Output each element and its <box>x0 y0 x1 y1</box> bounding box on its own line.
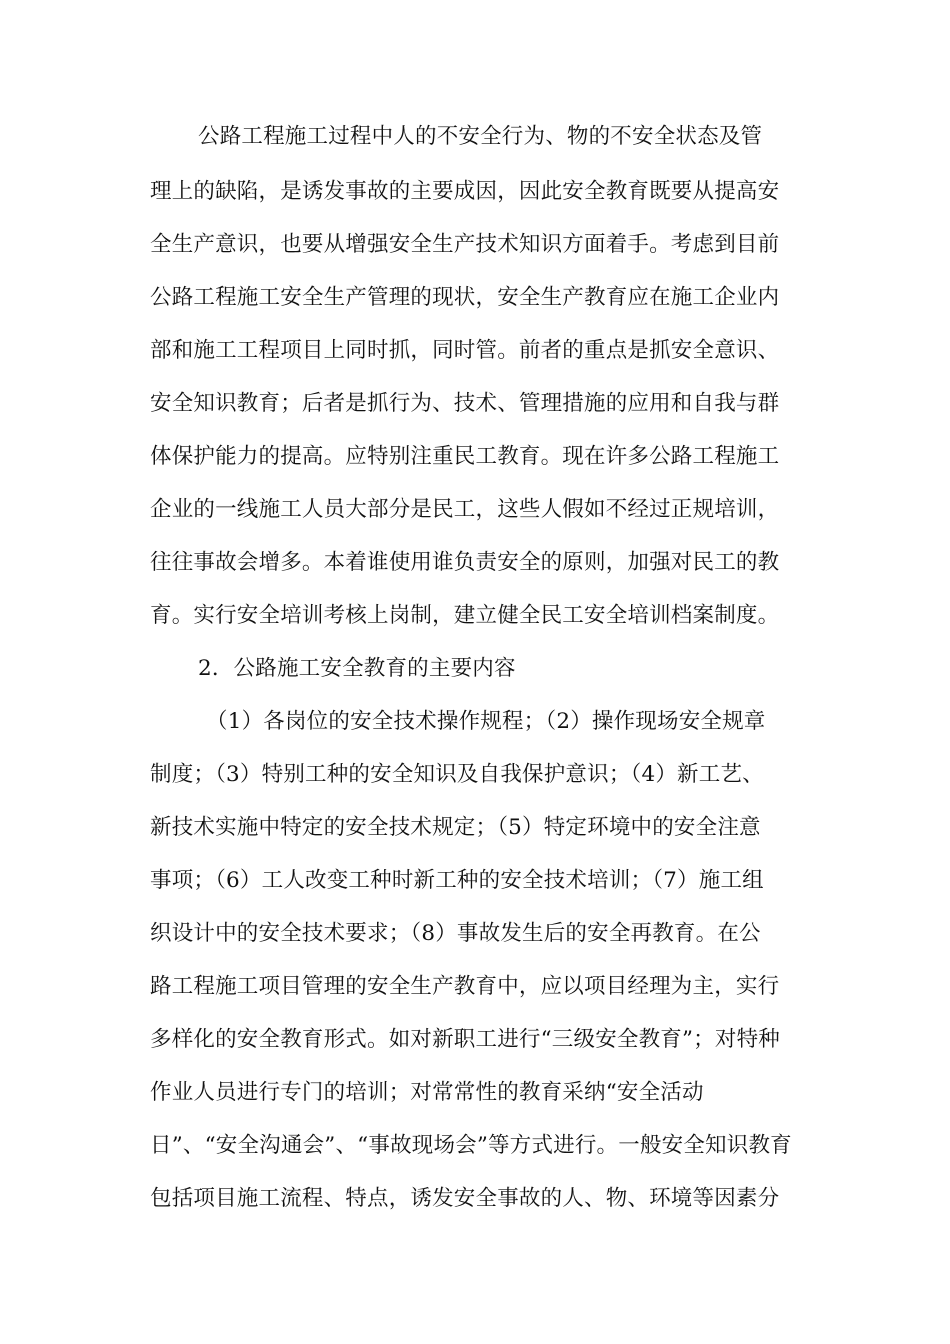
paragraph-1-line-1: 公路工程施工过程中人的不安全行为、物的不安全状态及管 <box>198 124 763 149</box>
paragraph-1-line-3: 全生产意识，也要从增强安全生产技术知识方面着手。考虑到目前 <box>150 232 780 257</box>
paragraph-2-line-4: 事项；（6）工人改变工种时新工种的安全技术培训；（7）施工组 <box>150 868 764 893</box>
paragraph-1-line-7: 体保护能力的提高。应特别注重民工教育。现在许多公路工程施工 <box>150 444 780 469</box>
paragraph-2-line-3: 新技术实施中特定的安全技术规定；（5）特定环境中的安全注意 <box>150 815 761 840</box>
paragraph-2-line-2: 制度；（3）特别工种的安全知识及自我保护意识；（4）新工艺、 <box>150 762 764 787</box>
paragraph-1-line-6: 安全知识教育；后者是抓行为、技术、管理措施的应用和自我与群 <box>150 391 780 416</box>
section-heading: 2．公路施工安全教育的主要内容 <box>198 656 516 681</box>
paragraph-1-line-8: 企业的一线施工人员大部分是民工，这些人假如不经过正规培训， <box>150 497 780 522</box>
paragraph-1-line-5: 部和施工工程项目上同时抓，同时管。前者的重点是抓安全意识、 <box>150 338 780 363</box>
paragraph-1-line-9: 往往事故会增多。本着谁使用谁负责安全的原则，加强对民工的教 <box>150 550 780 575</box>
paragraph-1-line-10: 育。实行安全培训考核上岗制，建立健全民工安全培训档案制度。 <box>150 603 780 628</box>
paragraph-2-line-7: 多样化的安全教育形式。如对新职工进行“三级安全教育”；对特种 <box>150 1027 780 1052</box>
paragraph-2-line-9: 日”、“安全沟通会”、“事故现场会”等方式进行。一般安全知识教育 <box>150 1133 792 1158</box>
paragraph-2-line-1: （1）各岗位的安全技术操作规程；（2）操作现场安全规章 <box>206 709 766 734</box>
paragraph-1-line-4: 公路工程施工安全生产管理的现状，安全生产教育应在施工企业内 <box>150 285 780 310</box>
paragraph-2-line-8: 作业人员进行专门的培训；对常常性的教育采纳“安全活动 <box>150 1080 704 1105</box>
paragraph-2-line-10: 包括项目施工流程、特点，诱发安全事故的人、物、环境等因素分 <box>150 1186 780 1211</box>
paragraph-1-line-2: 理上的缺陷，是诱发事故的主要成因，因此安全教育既要从提高安 <box>150 179 780 204</box>
paragraph-2-line-6: 路工程施工项目管理的安全生产教育中，应以项目经理为主，实行 <box>150 974 780 999</box>
paragraph-2-line-5: 织设计中的安全技术要求；（8）事故发生后的安全再教育。在公 <box>150 921 761 946</box>
